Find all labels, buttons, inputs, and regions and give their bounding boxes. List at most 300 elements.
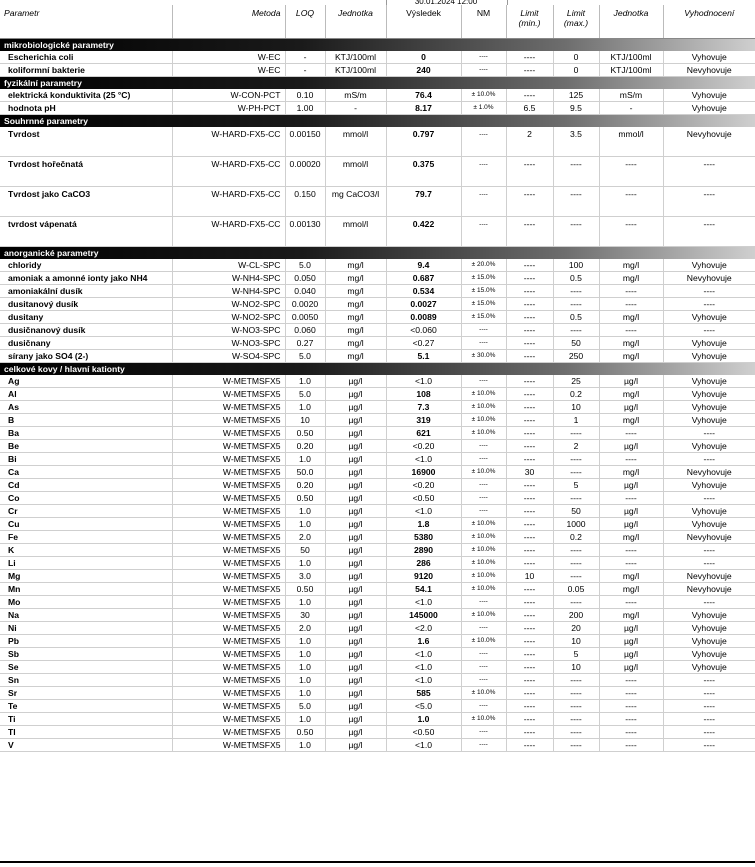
limit-unit-cell: mg/l (599, 531, 663, 544)
method-cell: W-METMSFX5 (172, 557, 285, 570)
limit-min-cell: ---- (506, 187, 553, 217)
uncertainty-cell: ± 10.0% (461, 466, 506, 479)
evaluation-cell: Nevyhovuje (663, 531, 755, 544)
result-cell: 0.687 (386, 272, 461, 285)
parameter-cell: Tvrdost (0, 127, 172, 157)
limit-min-cell: ---- (506, 531, 553, 544)
limit-unit-cell: mg/l (599, 609, 663, 622)
method-cell: W-EC (172, 51, 285, 64)
table-body (0, 39, 755, 752)
parameter-cell: dusičnany (0, 337, 172, 350)
parameter-cell: Se (0, 661, 172, 674)
limit-min-cell: ---- (506, 596, 553, 609)
evaluation-cell: ---- (663, 739, 755, 752)
limit-unit-cell: ---- (599, 713, 663, 726)
limit-unit-cell: ---- (599, 726, 663, 739)
parameter-cell: Na (0, 609, 172, 622)
limit-max-cell: ---- (553, 596, 599, 609)
uncertainty-cell: ---- (461, 157, 506, 187)
table-row (0, 479, 755, 492)
method-cell: W-NO2-SPC (172, 311, 285, 324)
parameter-cell: Mo (0, 596, 172, 609)
uncertainty-cell: ± 10.0% (461, 570, 506, 583)
limit-unit-cell: mg/l (599, 570, 663, 583)
result-cell: 319 (386, 414, 461, 427)
section-header (0, 363, 755, 376)
limit-max-cell: 100 (553, 259, 599, 272)
uncertainty-cell: ---- (461, 440, 506, 453)
evaluation-cell: Vyhovuje (663, 401, 755, 414)
method-cell: W-METMSFX5 (172, 518, 285, 531)
table-row (0, 259, 755, 272)
section-header (0, 77, 755, 90)
unit-cell: µg/l (325, 518, 386, 531)
limit-unit-cell: mg/l (599, 583, 663, 596)
method-cell: W-CL-SPC (172, 259, 285, 272)
loq-cell: 5.0 (285, 350, 325, 363)
loq-cell: 0.50 (285, 492, 325, 505)
evaluation-cell: Nevyhovuje (663, 466, 755, 479)
parameter-cell: Fe (0, 531, 172, 544)
parameter-cell: dusitanový dusík (0, 298, 172, 311)
table-row (0, 157, 755, 187)
method-cell: W-METMSFX5 (172, 713, 285, 726)
result-cell: <0.50 (386, 726, 461, 739)
result-cell: <1.0 (386, 453, 461, 466)
limit-min-cell: ---- (506, 635, 553, 648)
result-cell: 0 (386, 51, 461, 64)
loq-cell: 3.0 (285, 570, 325, 583)
limit-unit-cell: ---- (599, 427, 663, 440)
uncertainty-cell: ± 1.0% (461, 102, 506, 115)
limit-unit-cell: ---- (599, 453, 663, 466)
loq-cell: 0.0020 (285, 298, 325, 311)
table-row (0, 337, 755, 350)
unit-cell: µg/l (325, 466, 386, 479)
evaluation-cell: Vyhovuje (663, 440, 755, 453)
table-row (0, 700, 755, 713)
method-cell: W-NO3-SPC (172, 324, 285, 337)
unit-cell: mg/l (325, 259, 386, 272)
evaluation-cell: Vyhovuje (663, 479, 755, 492)
section-header (0, 247, 755, 260)
method-cell: W-METMSFX5 (172, 661, 285, 674)
limit-min-cell: 30 (506, 466, 553, 479)
limit-max-cell: 0.05 (553, 583, 599, 596)
parameter-cell: As (0, 401, 172, 414)
uncertainty-cell: ---- (461, 700, 506, 713)
result-cell: 79.7 (386, 187, 461, 217)
uncertainty-cell: ---- (461, 375, 506, 388)
limit-unit-cell: µg/l (599, 375, 663, 388)
table-row (0, 350, 755, 363)
loq-cell: 0.060 (285, 324, 325, 337)
table-row (0, 102, 755, 115)
evaluation-cell: Vyhovuje (663, 51, 755, 64)
parameter-cell: elektrická konduktivita (25 °C) (0, 89, 172, 102)
method-cell: W-HARD-FX5-CC (172, 187, 285, 217)
loq-cell: 0.00020 (285, 157, 325, 187)
limit-min-cell: ---- (506, 217, 553, 247)
section-title: mikrobiologické parametry (0, 39, 755, 52)
limit-min-cell: ---- (506, 388, 553, 401)
limit-max-cell: ---- (553, 570, 599, 583)
table-row (0, 518, 755, 531)
limit-max-cell: ---- (553, 492, 599, 505)
evaluation-cell: ---- (663, 298, 755, 311)
table-row (0, 492, 755, 505)
result-cell: 5.1 (386, 350, 461, 363)
evaluation-cell: Nevyhovuje (663, 583, 755, 596)
table-row (0, 661, 755, 674)
loq-cell: 1.0 (285, 713, 325, 726)
limit-unit-cell: ---- (599, 544, 663, 557)
uncertainty-cell: ---- (461, 51, 506, 64)
limit-unit-cell: µg/l (599, 518, 663, 531)
evaluation-cell: Vyhovuje (663, 609, 755, 622)
evaluation-cell: Vyhovuje (663, 259, 755, 272)
limit-max-cell: 5 (553, 479, 599, 492)
evaluation-cell: ---- (663, 285, 755, 298)
limit-max-cell: 5 (553, 648, 599, 661)
unit-cell: - (325, 102, 386, 115)
parameter-cell: hodnota pH (0, 102, 172, 115)
uncertainty-cell: ± 10.0% (461, 713, 506, 726)
loq-cell: 2.0 (285, 622, 325, 635)
method-cell: W-METMSFX5 (172, 531, 285, 544)
loq-cell: 0.50 (285, 726, 325, 739)
evaluation-cell: ---- (663, 674, 755, 687)
limit-min-cell: ---- (506, 350, 553, 363)
limit-min-cell: ---- (506, 713, 553, 726)
evaluation-cell: Vyhovuje (663, 648, 755, 661)
limit-max-cell: ---- (553, 217, 599, 247)
parameter-cell: V (0, 739, 172, 752)
table-row (0, 414, 755, 427)
column-header-nm: NM (461, 5, 506, 39)
limit-min-cell: ---- (506, 687, 553, 700)
table-row (0, 674, 755, 687)
column-header-loq: LOQ (285, 5, 325, 39)
method-cell: W-METMSFX5 (172, 492, 285, 505)
evaluation-cell: Vyhovuje (663, 350, 755, 363)
uncertainty-cell: ---- (461, 648, 506, 661)
limit-max-cell: 10 (553, 635, 599, 648)
method-cell: W-METMSFX5 (172, 505, 285, 518)
unit-cell: µg/l (325, 648, 386, 661)
limit-unit-cell: µg/l (599, 401, 663, 414)
limit-min-cell: ---- (506, 64, 553, 77)
limit-max-cell: ---- (553, 298, 599, 311)
evaluation-cell: ---- (663, 557, 755, 570)
parameter-cell: Be (0, 440, 172, 453)
evaluation-cell: Vyhovuje (663, 388, 755, 401)
limit-unit-cell: µg/l (599, 661, 663, 674)
limit-unit-cell: ---- (599, 739, 663, 752)
evaluation-cell: Vyhovuje (663, 89, 755, 102)
evaluation-cell: Vyhovuje (663, 635, 755, 648)
loq-cell: 1.0 (285, 401, 325, 414)
result-cell: <0.50 (386, 492, 461, 505)
uncertainty-cell: ---- (461, 479, 506, 492)
limit-min-cell: ---- (506, 414, 553, 427)
limit-max-cell: 1 (553, 414, 599, 427)
limit-max-cell: ---- (553, 427, 599, 440)
uncertainty-cell: ---- (461, 622, 506, 635)
limit-unit-cell: µg/l (599, 622, 663, 635)
limit-max-cell: 1000 (553, 518, 599, 531)
table-row (0, 622, 755, 635)
uncertainty-cell: ± 20.0% (461, 259, 506, 272)
loq-cell: - (285, 51, 325, 64)
evaluation-cell: Vyhovuje (663, 622, 755, 635)
result-cell: 240 (386, 64, 461, 77)
limit-min-cell: ---- (506, 583, 553, 596)
section-title: anorganické parametry (0, 247, 755, 260)
unit-cell: µg/l (325, 739, 386, 752)
result-cell: 585 (386, 687, 461, 700)
section-header (0, 39, 755, 52)
evaluation-cell: Nevyhovuje (663, 127, 755, 157)
result-cell: 9.4 (386, 259, 461, 272)
method-cell: W-SO4-SPC (172, 350, 285, 363)
limit-min-cell: ---- (506, 324, 553, 337)
limit-max-cell: 10 (553, 401, 599, 414)
section-title: celkové kovy / hlavní kationty (0, 363, 755, 376)
result-cell: <0.060 (386, 324, 461, 337)
limit-max-cell: 0.5 (553, 311, 599, 324)
method-cell: W-NH4-SPC (172, 272, 285, 285)
section-header (0, 115, 755, 128)
limit-max-cell: ---- (553, 544, 599, 557)
method-cell: W-METMSFX5 (172, 648, 285, 661)
loq-cell: 1.0 (285, 596, 325, 609)
limit-min-cell: ---- (506, 51, 553, 64)
loq-cell: 1.0 (285, 648, 325, 661)
limit-min-cell: ---- (506, 89, 553, 102)
unit-cell: µg/l (325, 674, 386, 687)
limit-min-cell: ---- (506, 674, 553, 687)
result-cell: <0.20 (386, 440, 461, 453)
result-cell: <0.20 (386, 479, 461, 492)
uncertainty-cell: ± 10.0% (461, 531, 506, 544)
method-cell: W-METMSFX5 (172, 414, 285, 427)
limit-max-cell: 25 (553, 375, 599, 388)
limit-min-cell: ---- (506, 298, 553, 311)
limit-max-cell: ---- (553, 324, 599, 337)
limit-max-cell: ---- (553, 453, 599, 466)
parameter-cell: Te (0, 700, 172, 713)
parameter-cell: Mg (0, 570, 172, 583)
unit-cell: µg/l (325, 453, 386, 466)
table-row (0, 272, 755, 285)
unit-cell: mg/l (325, 337, 386, 350)
unit-cell: µg/l (325, 622, 386, 635)
result-cell: <1.0 (386, 596, 461, 609)
unit-cell: mg/l (325, 311, 386, 324)
parameter-cell: Cr (0, 505, 172, 518)
limit-max-cell: 125 (553, 89, 599, 102)
loq-cell: 50 (285, 544, 325, 557)
loq-cell: 50.0 (285, 466, 325, 479)
uncertainty-cell: ---- (461, 726, 506, 739)
result-cell: 0.797 (386, 127, 461, 157)
limit-min-cell: ---- (506, 648, 553, 661)
table-row (0, 739, 755, 752)
limit-min-cell: ---- (506, 492, 553, 505)
method-cell: W-METMSFX5 (172, 427, 285, 440)
parameter-cell: Escherichia coli (0, 51, 172, 64)
result-cell: 0.0027 (386, 298, 461, 311)
result-cell: 1.0 (386, 713, 461, 726)
method-cell: W-NH4-SPC (172, 285, 285, 298)
evaluation-cell: Nevyhovuje (663, 272, 755, 285)
result-cell: 7.3 (386, 401, 461, 414)
unit-cell: mmol/l (325, 127, 386, 157)
method-cell: W-METMSFX5 (172, 700, 285, 713)
parameter-cell: Sb (0, 648, 172, 661)
uncertainty-cell: ---- (461, 674, 506, 687)
limit-min-cell: ---- (506, 609, 553, 622)
unit-cell: mmol/l (325, 217, 386, 247)
unit-cell: µg/l (325, 609, 386, 622)
parameter-cell: Cu (0, 518, 172, 531)
limit-max-cell: 200 (553, 609, 599, 622)
method-cell: W-METMSFX5 (172, 687, 285, 700)
method-cell: W-METMSFX5 (172, 388, 285, 401)
unit-cell: µg/l (325, 505, 386, 518)
limit-unit-cell: µg/l (599, 635, 663, 648)
evaluation-cell: ---- (663, 324, 755, 337)
table-row (0, 388, 755, 401)
limit-max-cell: 0.5 (553, 272, 599, 285)
unit-cell: mg/l (325, 272, 386, 285)
parameter-cell: chloridy (0, 259, 172, 272)
evaluation-cell: Vyhovuje (663, 505, 755, 518)
loq-cell: 1.0 (285, 518, 325, 531)
limit-min-cell: ---- (506, 739, 553, 752)
limit-max-cell: ---- (553, 187, 599, 217)
evaluation-cell: Vyhovuje (663, 414, 755, 427)
limit-unit-cell: ---- (599, 298, 663, 311)
limit-max-cell: 0 (553, 51, 599, 64)
loq-cell: 1.0 (285, 505, 325, 518)
evaluation-cell: ---- (663, 217, 755, 247)
table-row (0, 298, 755, 311)
uncertainty-cell: ---- (461, 492, 506, 505)
table-row (0, 544, 755, 557)
limit-min-cell: ---- (506, 544, 553, 557)
evaluation-cell: Nevyhovuje (663, 570, 755, 583)
result-cell: <5.0 (386, 700, 461, 713)
evaluation-cell: Vyhovuje (663, 518, 755, 531)
uncertainty-cell: ± 15.0% (461, 298, 506, 311)
uncertainty-cell: ± 10.0% (461, 388, 506, 401)
method-cell: W-NO2-SPC (172, 298, 285, 311)
column-header-jednotka: Jednotka (325, 5, 386, 39)
loq-cell: 1.0 (285, 557, 325, 570)
unit-cell: µg/l (325, 596, 386, 609)
limit-unit-cell: ---- (599, 596, 663, 609)
result-cell: <1.0 (386, 505, 461, 518)
result-cell: 621 (386, 427, 461, 440)
unit-cell: mmol/l (325, 157, 386, 187)
table-row (0, 311, 755, 324)
limit-max-cell: ---- (553, 726, 599, 739)
uncertainty-cell: ± 15.0% (461, 311, 506, 324)
parameter-cell: Co (0, 492, 172, 505)
unit-cell: µg/l (325, 661, 386, 674)
table-row (0, 285, 755, 298)
parameter-cell: Ti (0, 713, 172, 726)
method-cell: W-METMSFX5 (172, 570, 285, 583)
unit-cell: µg/l (325, 557, 386, 570)
unit-cell: mg CaCO3/l (325, 187, 386, 217)
section-title: fyzikální parametry (0, 77, 755, 90)
limit-unit-cell: ---- (599, 674, 663, 687)
evaluation-cell: ---- (663, 596, 755, 609)
uncertainty-cell: ---- (461, 337, 506, 350)
limit-max-cell: 0 (553, 64, 599, 77)
loq-cell: 10 (285, 414, 325, 427)
loq-cell: 1.0 (285, 739, 325, 752)
result-cell: 9120 (386, 570, 461, 583)
limit-unit-cell: mg/l (599, 466, 663, 479)
method-cell: W-METMSFX5 (172, 674, 285, 687)
parameter-cell: Tvrdost jako CaCO3 (0, 187, 172, 217)
uncertainty-cell: ---- (461, 324, 506, 337)
limit-min-cell: ---- (506, 285, 553, 298)
table-row (0, 713, 755, 726)
result-cell: <1.0 (386, 648, 461, 661)
limit-min-cell: ---- (506, 311, 553, 324)
column-header-limit-min: Limit (min.) (506, 5, 553, 39)
unit-cell: mg/l (325, 324, 386, 337)
limit-min-cell: ---- (506, 272, 553, 285)
loq-cell: 0.27 (285, 337, 325, 350)
limit-unit-cell: mg/l (599, 311, 663, 324)
evaluation-cell: Vyhovuje (663, 661, 755, 674)
uncertainty-cell: ---- (461, 187, 506, 217)
loq-cell: 0.050 (285, 272, 325, 285)
limit-min-cell: 2 (506, 127, 553, 157)
method-cell: W-METMSFX5 (172, 726, 285, 739)
table-row (0, 440, 755, 453)
loq-cell: 1.0 (285, 453, 325, 466)
parameter-cell: Ag (0, 375, 172, 388)
limit-min-cell: ---- (506, 479, 553, 492)
parameter-cell: Ba (0, 427, 172, 440)
limit-max-cell: ---- (553, 739, 599, 752)
method-cell: W-METMSFX5 (172, 583, 285, 596)
method-cell: W-HARD-FX5-CC (172, 127, 285, 157)
method-cell: W-METMSFX5 (172, 401, 285, 414)
uncertainty-cell: ± 10.0% (461, 544, 506, 557)
unit-cell: µg/l (325, 440, 386, 453)
table-row (0, 635, 755, 648)
limit-max-cell: ---- (553, 285, 599, 298)
parameter-cell: Tl (0, 726, 172, 739)
result-cell: <1.0 (386, 375, 461, 388)
result-cell: 0.534 (386, 285, 461, 298)
parameter-cell: koliformní bakterie (0, 64, 172, 77)
table-row (0, 570, 755, 583)
method-cell: W-METMSFX5 (172, 440, 285, 453)
limit-unit-cell: µg/l (599, 440, 663, 453)
method-cell: W-NO3-SPC (172, 337, 285, 350)
column-header-jednotka-limit: Jednotka (599, 5, 663, 39)
table-row (0, 531, 755, 544)
